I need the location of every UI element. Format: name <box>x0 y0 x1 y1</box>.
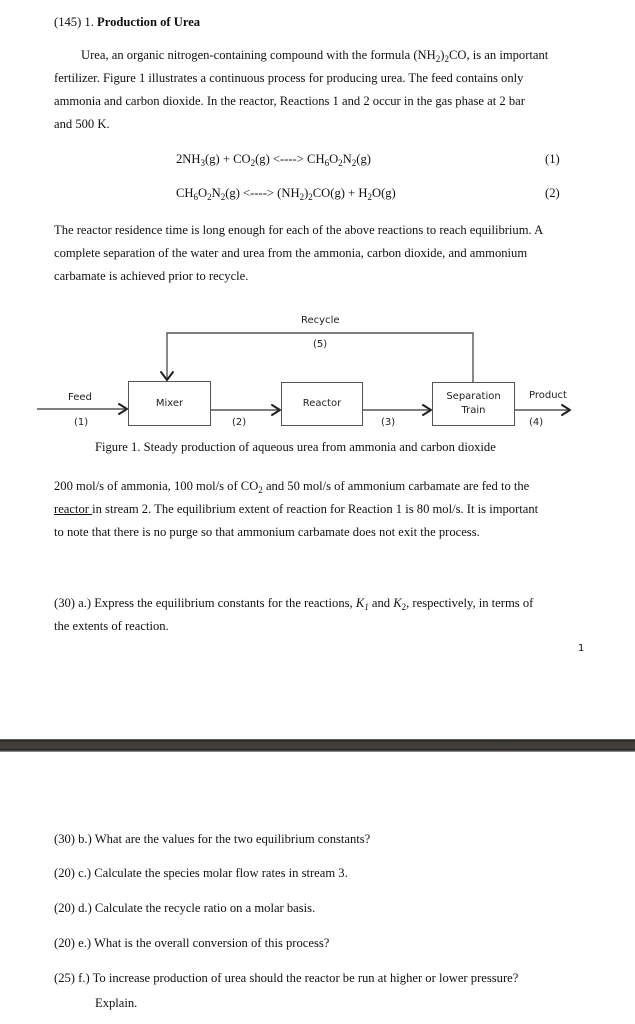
page-number: 1 <box>578 643 585 654</box>
separation-label: Separation <box>446 391 501 402</box>
process-flow-diagram <box>0 300 635 435</box>
intro-paragraph <box>54 44 594 136</box>
feed-line-2: reactor in stream 2. The equilibrium extent of reaction for Reaction 1 is 80 mol/s. It is important <box>54 502 539 516</box>
reaction-2-number: (2) <box>545 186 560 200</box>
mixer-box <box>128 381 211 426</box>
question-b: (30) b.) What are the values for the two equilibrium constants? <box>54 832 371 846</box>
question-a <box>54 592 594 638</box>
reaction-2: $CH_6O_2N_2(g)$ <----> $(NH_2)_2CO(g) + H_2O(g)$ <box>176 186 396 202</box>
feed-stream-number: (1) <box>74 417 89 428</box>
problem-title <box>54 11 200 34</box>
question-a-line-2: the extents of reaction. <box>54 619 169 633</box>
stream-2-number: (2) <box>232 417 247 428</box>
question-c: (20) c.) Calculate the species molar flow rates in stream 3. <box>54 866 348 880</box>
question-e: (20) e.) What is the overall conversion of this process? <box>54 936 330 950</box>
stream-3-number: (3) <box>381 417 396 428</box>
reaction-1: $2NH_3(g) + CO_2(g)$ <----> $CH_6O_2N_2(g)$ <box>176 152 371 168</box>
question-f: (25) f.) To increase production of urea should the reactor be run at higher or lower pressure? <box>54 971 519 985</box>
recycle-label: Recycle <box>301 315 340 326</box>
mixer-label: Mixer <box>155 397 184 409</box>
question-d: (20) d.) Calculate the recycle ratio on a molar basis. <box>54 901 316 915</box>
page-break-divider <box>0 739 635 752</box>
product-stream-number: (4) <box>529 417 544 428</box>
separation-train-box <box>432 382 515 426</box>
problem-points: (145) 1. <box>54 15 98 29</box>
figure-caption: Figure 1. Steady production of aqueous urea from ammonia and carbon dioxide <box>95 440 496 454</box>
feed-line-1: 200 mol/s of ammonia, 100 mol/s of $CO_2$ and 50 mol/s of ammonium carbamate are fed to the <box>54 479 530 495</box>
feed-paragraph <box>54 475 594 544</box>
feed-line-3: to note that there is no purge so that ammonium carbamate does not exit the process. <box>54 525 480 539</box>
feed-label: Feed <box>68 392 92 403</box>
question-a-line-1: (30) a.) Express the equilibrium constants for the reactions, $K_1$ and $K_2$, respectively, in terms of <box>54 596 534 612</box>
reactor-box <box>281 382 363 426</box>
equilibrium-line-2: complete separation of the water and urea from the ammonia, carbon dioxide, and ammonium <box>54 246 528 260</box>
problem-heading: Production of Urea <box>97 15 201 29</box>
equilibrium-line-1: The reactor residence time is long enough for each of the above reactions to reach equilibrium. A <box>54 223 544 237</box>
recycle-stream-number: (5) <box>313 339 328 350</box>
reaction-1-number: (1) <box>545 152 560 166</box>
intro-line-1: Urea, an organic nitrogen-containing compound with the formula $(NH_2)_2CO$, is an important <box>81 48 549 64</box>
equilibrium-line-3: carbamate is achieved prior to recycle. <box>54 269 249 283</box>
train-label: Train <box>461 405 486 416</box>
equilibrium-paragraph <box>54 219 594 288</box>
intro-line-3: ammonia and carbon dioxide. In the reactor, Reactions 1 and 2 occur in the gas phase at 2 bar <box>54 94 525 108</box>
product-label: Product <box>529 390 567 401</box>
intro-line-4: and 500 K. <box>54 117 110 131</box>
question-f-line-2: Explain. <box>95 996 138 1010</box>
intro-line-2: fertilizer. Figure 1 illustrates a continuous process for producing urea. The feed contains only <box>54 71 524 85</box>
reactor-label: Reactor <box>302 398 342 409</box>
